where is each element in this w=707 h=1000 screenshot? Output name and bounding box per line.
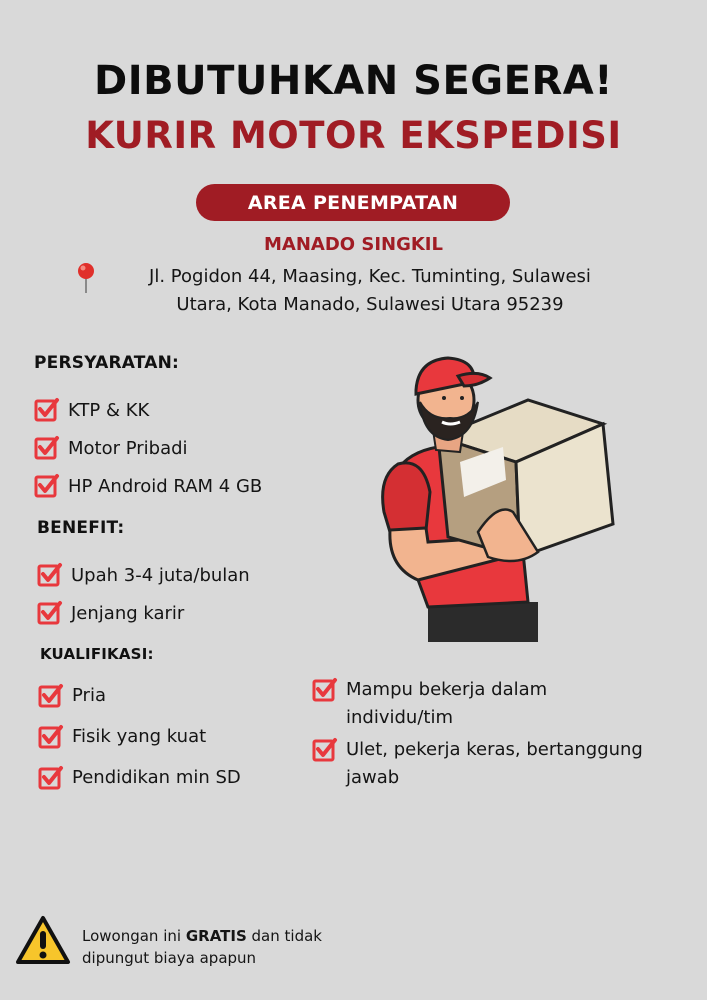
checkbox-checked-icon bbox=[312, 677, 338, 703]
checkbox-checked-icon bbox=[37, 600, 63, 626]
list-item bbox=[38, 716, 241, 757]
benefits-list bbox=[37, 556, 250, 632]
requirement-text: Motor Pribadi bbox=[68, 437, 188, 459]
qualification-text: Pendidikan min SD bbox=[72, 767, 241, 788]
qualification-text bbox=[346, 676, 547, 732]
qualification-line: Mampu bekerja dalam bbox=[346, 679, 548, 700]
address-line-1: Jl. Pogidon 44, Maasing, Kec. Tuminting, Sulawesi bbox=[149, 266, 591, 287]
checkbox-checked-icon bbox=[38, 683, 64, 709]
benefit-text: Jenjang karir bbox=[71, 602, 185, 624]
checkbox-checked-icon bbox=[34, 397, 60, 423]
address-line-2: Utara, Kota Manado, Sulawesi Utara 95239 bbox=[176, 294, 564, 315]
qualification-text: Pria bbox=[72, 685, 106, 706]
notice-suffix: dan tidak bbox=[246, 927, 322, 945]
notice-prefix: Lowongan ini bbox=[82, 927, 186, 945]
qualifications-left-list bbox=[38, 675, 241, 798]
headline-job-title: KURIR MOTOR EKSPEDISI bbox=[85, 114, 622, 157]
qualifications-heading: KUALIFIKASI: bbox=[40, 645, 154, 663]
qualification-line: Ulet, pekerja keras, bertanggung bbox=[346, 739, 643, 760]
courier-carrying-box-illustration bbox=[368, 352, 628, 642]
qualification-line: jawab bbox=[346, 767, 400, 788]
address bbox=[100, 263, 640, 319]
qualification-line: individu/tim bbox=[346, 707, 453, 728]
qualification-text bbox=[346, 736, 643, 792]
list-item bbox=[38, 675, 241, 716]
headline-urgent: DIBUTUHKAN SEGERA! bbox=[94, 58, 613, 104]
checkbox-checked-icon bbox=[34, 435, 60, 461]
checkbox-checked-icon bbox=[34, 473, 60, 499]
list-item bbox=[34, 467, 262, 505]
list-item bbox=[312, 736, 702, 792]
checkbox-checked-icon bbox=[38, 724, 64, 750]
placement-area-label: AREA PENEMPATAN bbox=[247, 191, 459, 214]
checkbox-checked-icon bbox=[37, 562, 63, 588]
list-item bbox=[312, 676, 702, 732]
list-item bbox=[34, 391, 262, 429]
map-pin-icon bbox=[76, 262, 96, 294]
list-item bbox=[38, 757, 241, 798]
requirement-text: HP Android RAM 4 GB bbox=[68, 475, 263, 497]
requirement-text: KTP & KK bbox=[68, 399, 150, 421]
benefits-heading: BENEFIT: bbox=[37, 518, 125, 538]
free-recruitment-notice bbox=[82, 925, 322, 969]
requirements-list bbox=[34, 391, 262, 505]
checkbox-checked-icon bbox=[312, 737, 338, 763]
qualification-text: Fisik yang kuat bbox=[72, 726, 207, 747]
qualifications-right-list bbox=[312, 676, 702, 792]
notice-line-1 bbox=[82, 925, 322, 947]
warning-icon bbox=[14, 914, 72, 966]
list-item bbox=[34, 429, 262, 467]
notice-emphasis: GRATIS bbox=[185, 927, 247, 945]
list-item bbox=[37, 556, 250, 594]
placement-area-badge bbox=[196, 184, 510, 221]
benefit-text: Upah 3-4 juta/bulan bbox=[71, 564, 250, 586]
requirements-heading: PERSYARATAN: bbox=[34, 353, 180, 373]
list-item bbox=[37, 594, 250, 632]
location-name: MANADO SINGKIL bbox=[264, 234, 443, 255]
notice-line-2: dipungut biaya apapun bbox=[82, 949, 257, 967]
checkbox-checked-icon bbox=[38, 765, 64, 791]
